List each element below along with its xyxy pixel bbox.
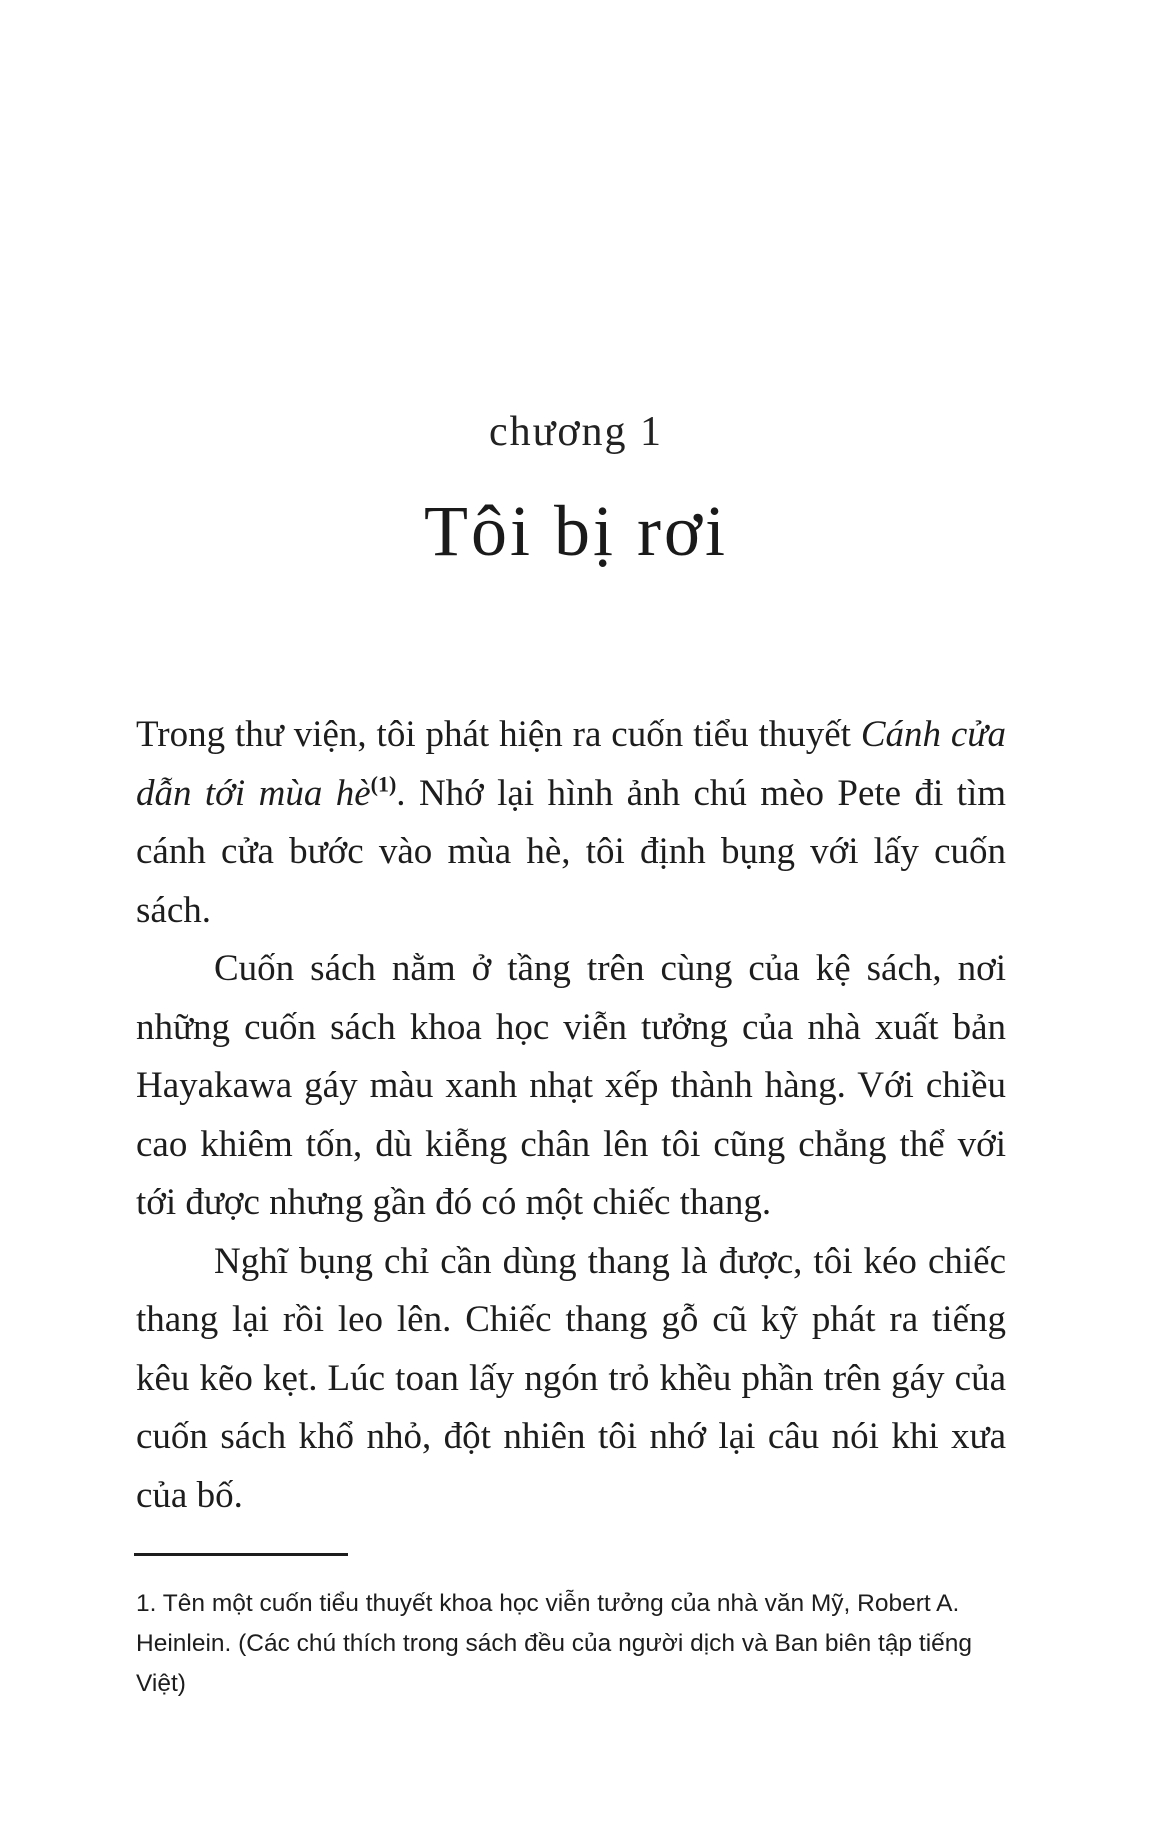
footnote-reference: (1) bbox=[370, 771, 397, 797]
chapter-title: Tôi bị rơi bbox=[423, 491, 729, 571]
paragraph-2: Cuốn sách nằm ở tầng trên cùng của kệ sách, nơi những cuốn sách khoa học viễn tưởng của nhà xuất bản Hayakawa gáy màu xanh nhạt xếp thành hàng. Với chiều cao khiêm tốn, dù kiễng chân lên tôi cũng chẳng thể với tới được nhưng gần đó có một chiếc thang. bbox=[136, 948, 1006, 1223]
footnote-divider bbox=[134, 1553, 348, 1556]
body-text bbox=[136, 706, 1006, 1525]
footnote: 1. Tên một cuốn tiểu thuyết khoa học viễn tưởng của nhà văn Mỹ, Robert A. Heinlein. (Các chú thích trong sách đều của người dịch và Ban biên tập tiếng Việt) bbox=[136, 1590, 973, 1697]
paragraph-1-end: . Nhớ lại hình ảnh chú mèo Pete đi tìm cánh cửa bước vào mùa hè, tôi định bụng với lấy cuốn sách. bbox=[136, 772, 1007, 931]
paragraph-1 bbox=[136, 706, 1006, 940]
paragraph-1-start: Trong thư viện, tôi phát hiện ra cuốn tiểu thuyết bbox=[136, 714, 861, 755]
chapter-label: chương 1 bbox=[488, 409, 664, 455]
book-title: Cánh cửa dẫn tới mùa hè bbox=[136, 714, 1006, 814]
paragraph-3: Nghĩ bụng chỉ cần dùng thang là được, tôi kéo chiếc thang lại rồi leo lên. Chiếc thang gỗ cũ kỹ phát ra tiếng kêu kẽo kẹt. Lúc toan lấy ngón trỏ khều phần trên gáy của cuốn sách khổ nhỏ, đột nhiên tôi nhớ lại câu nói khi xưa của bố. bbox=[136, 1240, 1006, 1516]
